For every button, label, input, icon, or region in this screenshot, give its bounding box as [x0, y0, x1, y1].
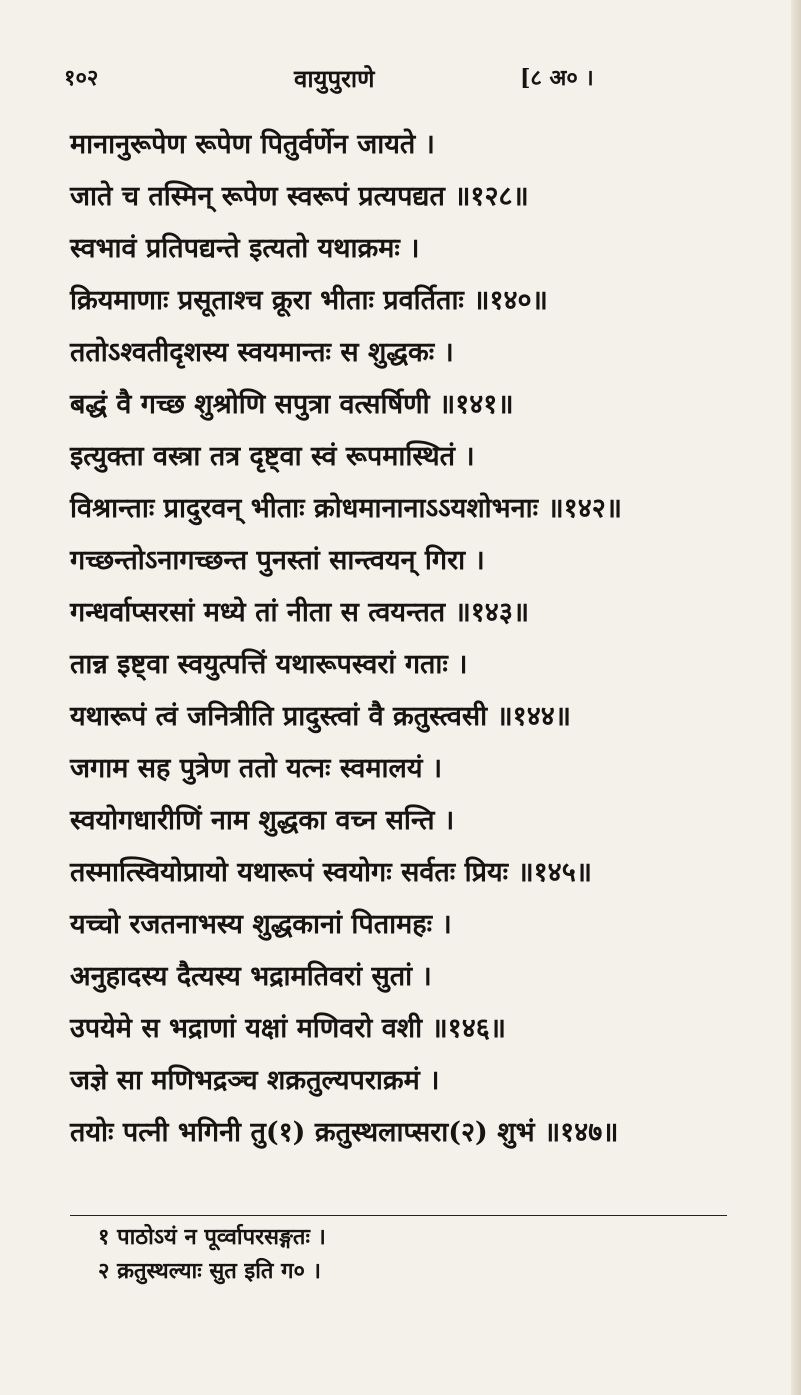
- footnote-rule: [70, 1215, 727, 1216]
- verse-line: उपयेमे स भद्राणां यक्षां मणिवरो वशी ॥१४६॥: [70, 1013, 506, 1044]
- page-number: १०२: [64, 65, 99, 91]
- footnote-1: १ पाठोऽयं न पूर्व्वापरसङ्गतः ।: [98, 1224, 326, 1250]
- verse-line: गच्छन्तोऽनागच्छन्त पुनस्तां सान्त्वयन् गिरा ।: [70, 545, 485, 576]
- verse-line: गन्धर्वाप्सरसां मध्ये तां नीता स त्वयन्तत ॥१४३॥: [70, 597, 530, 628]
- verse-line: विश्रान्ताः प्रादुरवन् भीताः क्रोधमानानाऽऽयशोभनाः ॥१४२॥: [70, 493, 622, 524]
- verse-line: स्वयोगधारीणिं नाम शुद्धका वच्न सन्ति ।: [70, 805, 455, 836]
- verse-line: जाते च तस्मिन् रूपेण स्वरूपं प्रत्यपद्यत ॥१२८॥: [70, 181, 529, 212]
- verse-line: यच्चो रजतनाभस्य शुद्धकानां पितामहः ।: [70, 909, 452, 940]
- verse-line: बद्धं वै गच्छ शुश्रोणि सपुत्रा वत्सर्षिणी ॥१४१॥: [70, 389, 514, 420]
- verse-line: तस्मात्स्वियोप्रायो यथारूपं स्वयोगः सर्वतः प्रियः ॥१४५॥: [70, 857, 592, 888]
- verse-line: तयोः पत्नी भगिनी तु(१) क्रतुस्थलाप्सरा(२) शुभं ॥१४७॥: [70, 1117, 619, 1148]
- verse-line: जज्ञे सा मणिभद्रञ्च शक्रतुल्यपराक्रमं ।: [70, 1065, 440, 1096]
- verse-line: क्रियमाणाः प्रसूताश्च क्रूरा भीताः प्रवर्तिताः ॥१४०॥: [70, 285, 548, 316]
- page-header: [64, 62, 600, 106]
- running-title: वायुपुराणे: [294, 64, 375, 93]
- verse-line: अनुहादस्य दैत्यस्य भद्रामतिवरां सुतां ।: [70, 961, 432, 992]
- page-spine: [791, 0, 801, 1395]
- footnote-2: २ क्रतुस्थल्याः सुत इति ग० ।: [98, 1258, 321, 1284]
- verse-line: जगाम सह पुत्रेण ततो यत्नः स्वमालयं ।: [70, 753, 443, 784]
- verse-line: मानानुरूपेण रूपेण पितुर्वर्णेन जायते ।: [70, 129, 435, 160]
- verse-line: ततोऽश्वतीदृशस्य स्वयमान्तः स शुद्धकः ।: [70, 337, 454, 368]
- verse-line: तान्न इष्ट्वा स्वयुत्पत्तिं यथारूपस्वरां गताः ।: [70, 649, 468, 680]
- verse-line: यथारूपं त्वं जनित्रीति प्रादुस्त्वां वै क्रतुस्त्वसी ॥१४४॥: [70, 701, 571, 732]
- verse-line: इत्युक्ता वस्त्रा तत्र दृष्ट्वा स्वं रूपमास्थितं ।: [70, 441, 475, 472]
- verse-line: स्वभावं प्रतिपद्यन्ते इत्यतो यथाक्रमः ।: [70, 233, 420, 264]
- chapter-reference: [८ अ० ।: [520, 65, 594, 91]
